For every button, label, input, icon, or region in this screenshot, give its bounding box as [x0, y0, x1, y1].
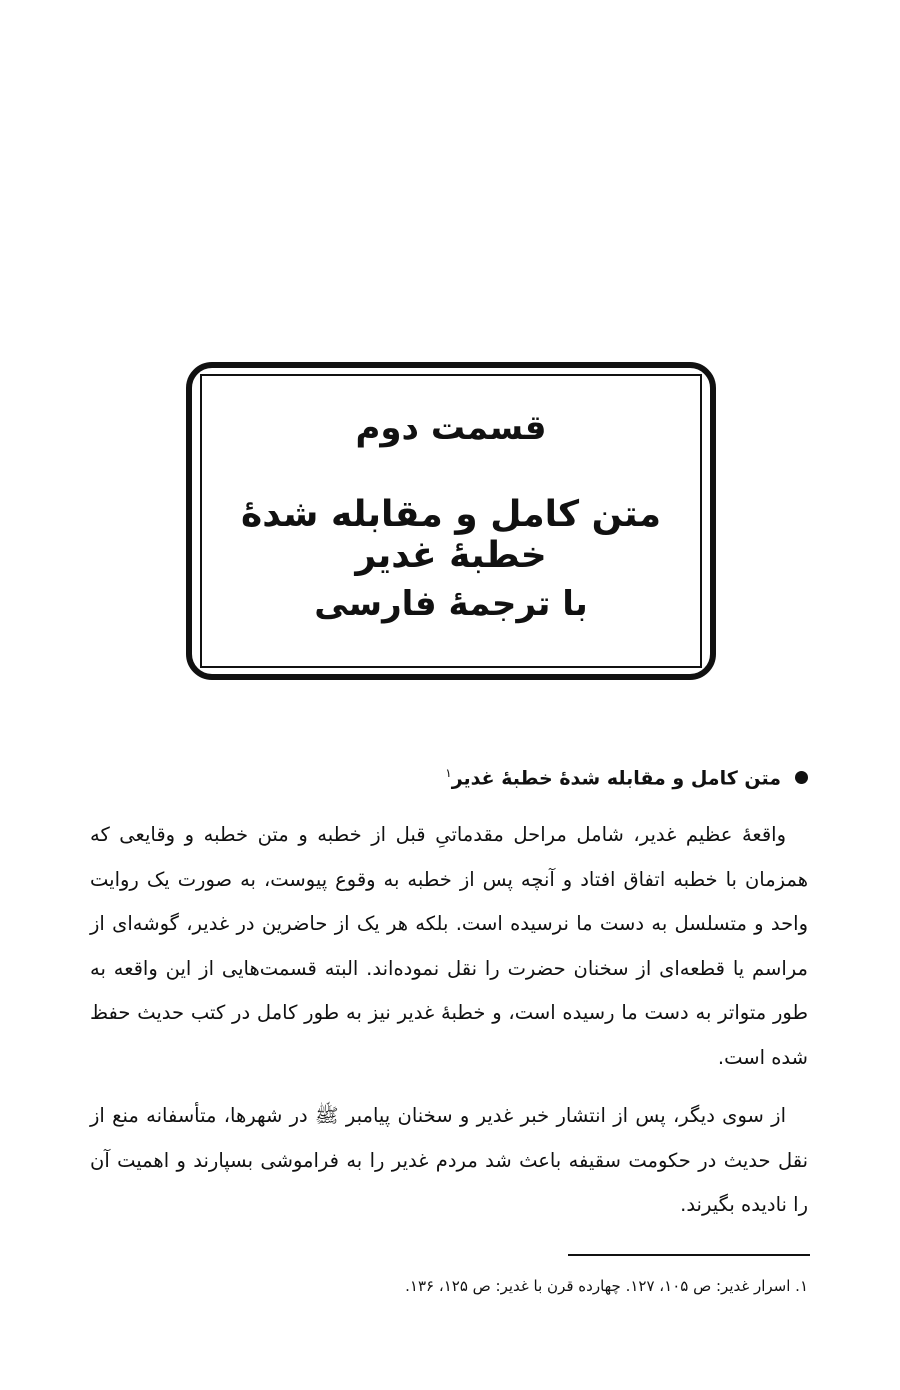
paragraph-1-text: واقعۀ عظیم غدیر، شامل مراحل مقدماتیِ قبل از خطبه و متن خطبه و وقایعی که همزمان با خطبه اتفاق افتاد و آنچه پس از خطبه به وقوع پیوست، به صورت یک روایت واحد و متسلسل به دست ما نرسیده است. بلکه هر یک از حاضرین در غدیر، گوشه‌ای از مراسم یا قطعه‌ای از سخنان حضرت را نقل نموده‌اند. البته قسمت‌هایی از این واقعه به طور متواتر به دست ما رسیده است، و خطبۀ غدیر نیز به طور کامل در کتب حدیث حفظ شده است.: [90, 823, 808, 1069]
title-box-inner: [200, 374, 702, 668]
bullet-icon: [795, 771, 808, 784]
part-subtitle-2: با ترجمۀ فارسی: [314, 584, 588, 624]
paragraph-2: [90, 1094, 808, 1228]
section-heading-text: متن کامل و مقابله شدۀ خطبۀ غدیر: [451, 767, 781, 790]
footnote: ۱. اسرار غدیر: ص ۱۰۵، ۱۲۷. چهارده قرن با غدیر: ص ۱۲۵، ۱۳۶.: [405, 1277, 808, 1295]
part-title: قسمت دوم: [355, 408, 547, 448]
title-box: [186, 362, 716, 680]
paragraph-1: [90, 813, 808, 1081]
footnote-reference: ۱: [445, 766, 452, 780]
section-heading: [445, 766, 808, 789]
footnote-divider: [568, 1254, 810, 1256]
part-subtitle: متن کامل و مقابله شدۀ خطبۀ غدیر: [241, 494, 661, 576]
paragraph-2-text: از سوی دیگر، پس از انتشار خبر غدیر و سخنان پیامبر ﷺ در شهرها، متأسفانه منع از نقل حدیث در حکومت سقیفه باعث شد مردم غدیر را به فراموشی بسپارند و اهمیت آن را نادیده بگیرند.: [90, 1104, 808, 1217]
